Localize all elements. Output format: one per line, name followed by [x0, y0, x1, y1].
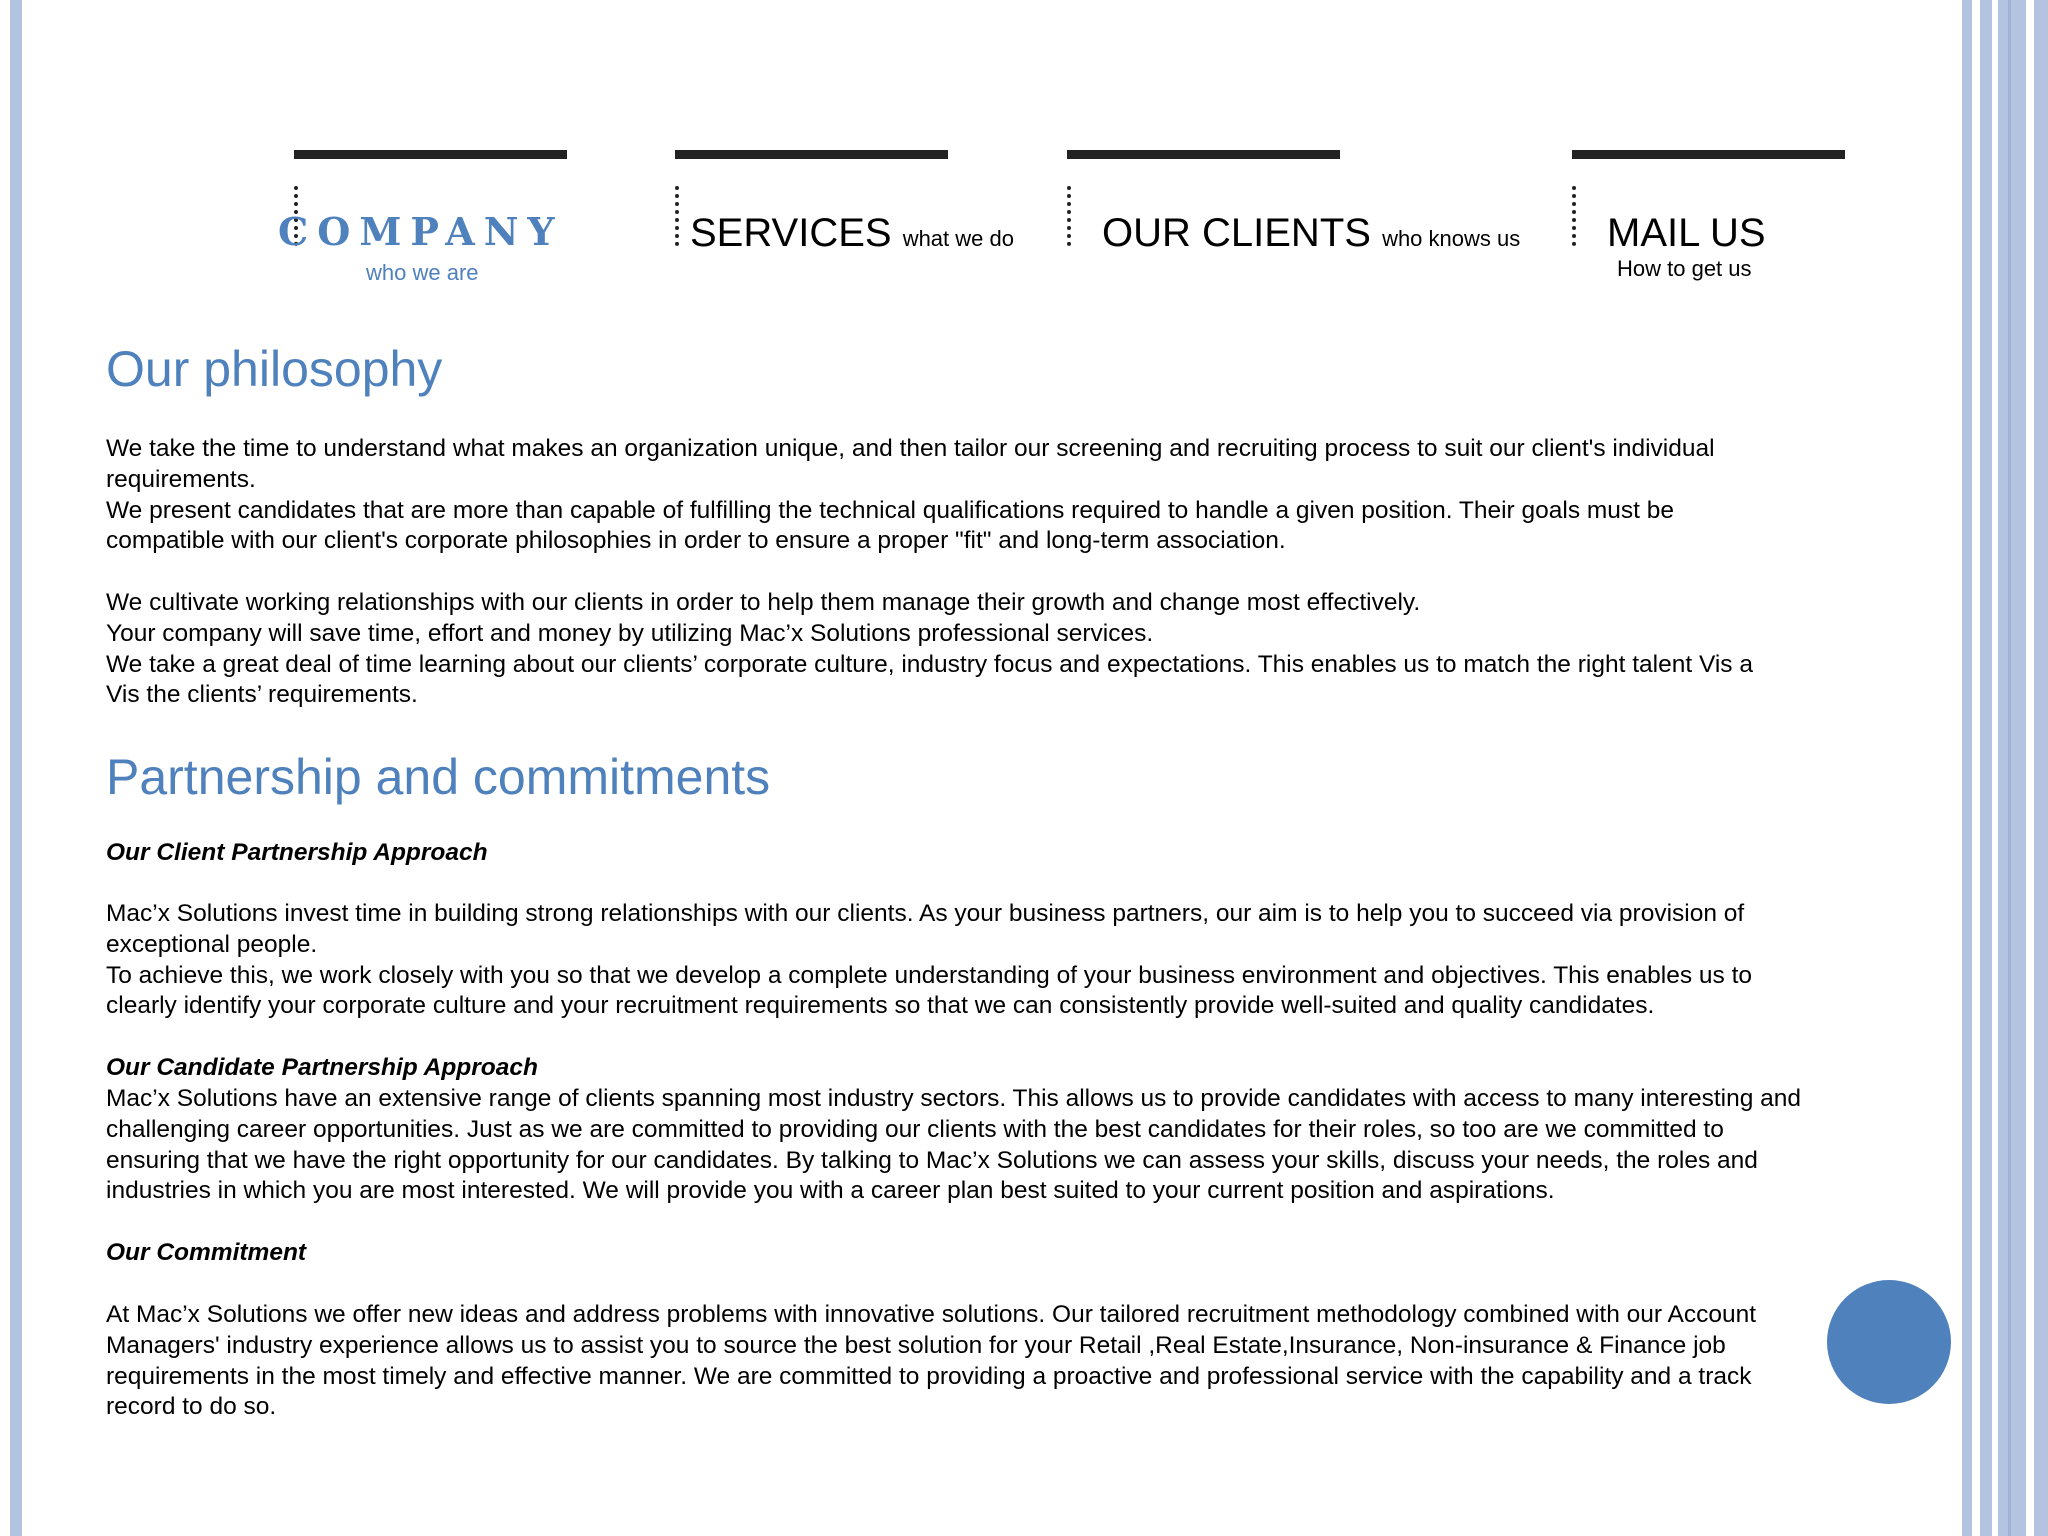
nav-dotted-divider [675, 186, 679, 246]
nav-services-title: SERVICES [690, 211, 892, 255]
partnership-heading: Partnership and commitments [106, 749, 771, 805]
nav-dotted-divider [1067, 186, 1071, 246]
nav-company-subtitle: who we are [366, 260, 479, 285]
nav-clients-title: OUR CLIENTS [1102, 211, 1371, 255]
nav-bar [1572, 150, 1845, 159]
nav-dotted-divider [1572, 186, 1576, 246]
candidate-approach-text: Mac’x Solutions have an extensive range of clients spanning most industry sectors. This allows us to provide candidates with access to many interesting and challenging career opportunities. Just as we are committed to providing our clients with the best candidates for their roles, so too are we committed to ensuring that we have the right opportunity for our candidates. By talking to Mac’x Solutions we can assess your skills, discuss your needs, the roles and industries in which you are most interested. We will provide you with a career plan best suited to your current position and aspirations. [106, 1085, 1802, 1205]
left-border-stripe [10, 0, 22, 1536]
client-approach-text: Mac’x Solutions invest time in building strong relationships with our clients. As your business partners, our aim is to help you to succeed via provision of exceptional people. To achieve this, we work closely with you so that we develop a complete understanding of your business environment and objectives. This enables us to clearly identify your corporate culture and your recruitment requirements so that we can consistently provide well-suited and quality candidates. [106, 900, 1753, 1020]
nav-clients-subtitle: who knows us [1382, 226, 1521, 251]
nav-services-subtitle: what we do [902, 226, 1014, 251]
nav-mail-subtitle: How to get us [1617, 256, 1752, 281]
philosophy-paragraph-1: We take the time to understand what makes an organization unique, and then tailor our screening and recruiting process to suit our client's individual requirements. We present candidates that are more than capable of fulfilling the technical qualifications required to handle a given position. Their goals must be compatible with our client's corporate philosophies in order to ensure a proper "fit" and long-term association. [106, 435, 1715, 555]
nav-bar [294, 150, 567, 159]
philosophy-paragraph-2: We cultivate working relationships with our clients in order to help them manage their growth and change most effectively. Your company will save time, effort and money by utilizing Mac’x Solutions professional services. We take a great deal of time learning about our clients’ corporate culture, industry focus and expectations. This enables us to match the right talent Vis a Vis the clients’ requirements. [106, 589, 1753, 709]
commitment-text: At Mac’x Solutions we offer new ideas and address problems with innovative solutions. Our tailored recruitment methodology combined with our Account Managers' industry experience allows us to assist you to source the best solution for your Retail ,Real Estate,Insurance, Non-insurance & Finance job requirements in the most timely and effective manner. We are committed to providing a proactive and professional service with the capability and a track record to do so. [106, 1301, 1757, 1421]
right-border-line [2008, 0, 2011, 1536]
commitment-heading: Our Commitment [106, 1239, 307, 1266]
nav-services-label [690, 213, 1014, 253]
nav-clients-label [1102, 213, 1520, 253]
right-border-stripe [2034, 0, 2048, 1536]
candidate-approach-heading: Our Candidate Partnership Approach [106, 1054, 538, 1081]
nav-bar [1067, 150, 1340, 159]
nav-bar [675, 150, 948, 159]
philosophy-heading: Our philosophy [106, 341, 443, 397]
right-border-stripe [1980, 0, 1992, 1536]
nav-mail-title: MAIL US [1607, 211, 1766, 255]
nav-company-title: COMPANY [278, 209, 564, 254]
right-border-stripe [1962, 0, 1972, 1536]
client-approach-heading: Our Client Partnership Approach [106, 839, 488, 866]
decorative-circle [1827, 1280, 1951, 1404]
right-border-stripe [1998, 0, 2026, 1536]
